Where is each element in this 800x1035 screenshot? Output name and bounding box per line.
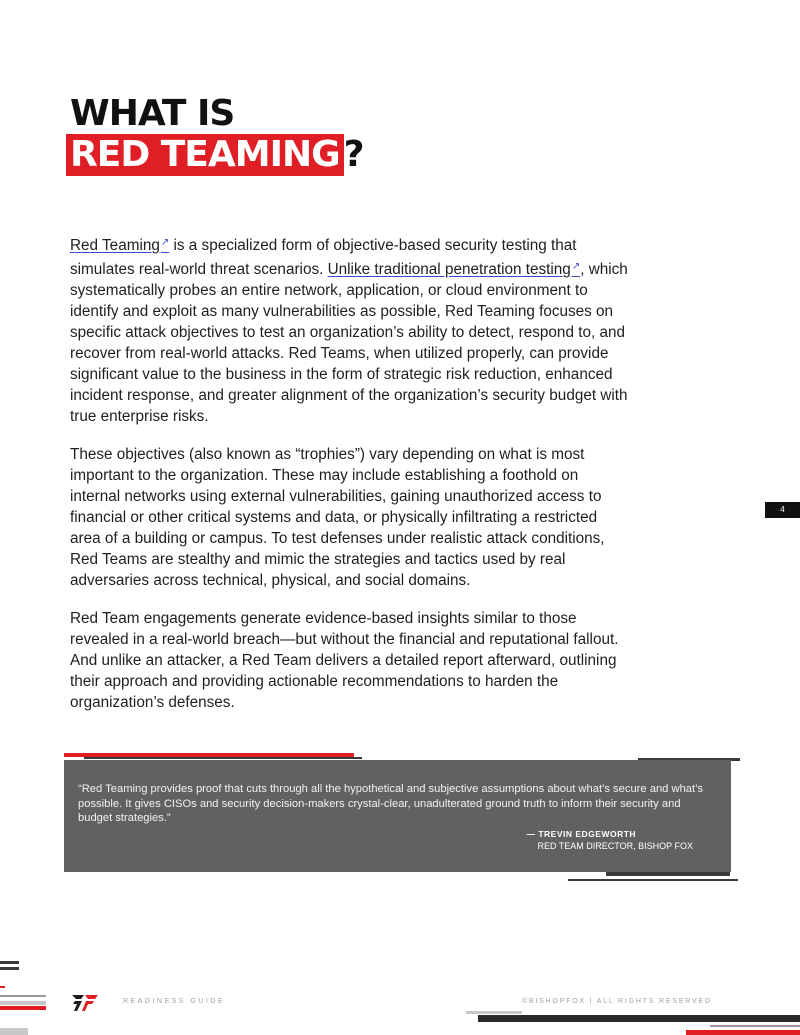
- decor-bar: [0, 967, 19, 970]
- title-line-1: WHAT IS: [70, 93, 235, 134]
- footer-guide-label: READINESS GUIDE: [123, 998, 226, 1005]
- decor-bar: [0, 986, 5, 988]
- title-highlight: RED TEAMING: [66, 134, 344, 176]
- paragraph-1-text-b: , which systematically probes an entire network, application, or cloud environment to identify and exploit as many vulnerabilities as possible, Red Teaming focuses on specific attack objectives to test an organization’s ability to detect, respond to, and recover from real-world attacks. Red Teams, when utilized properly, can provide significant value to the business in the form of strategic risk reduction, enhanced incident response, and greater alignment of the organization’s security budget with true enterprise risks.: [70, 261, 628, 425]
- paragraph-2: These objectives (also known as “trophies”) vary depending on what is most important to the organization. These may include establishing a foothold on internal networks using external vulnerabilities, gaining unauthorized access to financial or other critical systems and data, or physically infiltrating a restricted area of a building or campus. To test defenses under realistic attack conditions, Red Teams are stealthy and mimic the strategies and tactics used by real adversaries across technical, physical, and social domains.: [70, 446, 605, 589]
- quote-author: — TREVIN EDGEWORTH: [526, 829, 637, 839]
- decor-bar: [0, 1001, 46, 1005]
- external-link-icon: ↗: [571, 261, 581, 272]
- title-line-2: [70, 134, 364, 176]
- body-text: [70, 232, 630, 730]
- pentest-comparison-link[interactable]: Unlike traditional penetration testing↗: [327, 261, 581, 278]
- title-question-mark: ?: [343, 134, 364, 175]
- red-teaming-link[interactable]: Red Teaming↗: [70, 237, 170, 254]
- quote-attribution: [526, 828, 693, 852]
- decor-bar: [710, 1025, 800, 1027]
- decor-bar: [568, 879, 738, 881]
- page-title: [70, 94, 364, 176]
- decor-bar: [478, 1015, 800, 1022]
- quote-text: “Red Teaming provides proof that cuts through all the hypothetical and subjective assumptions about what’s secure and what’s possible. It gives CISOs and security decision-makers crystal-clear, unadulterated ground truth to inform their security and budget strategies.”: [78, 783, 704, 824]
- decor-bar: [0, 1006, 46, 1010]
- decor-bar: [466, 1011, 522, 1014]
- decor-bar: [0, 995, 46, 997]
- decor-bar: [0, 961, 19, 964]
- quote-author-role: RED TEAM DIRECTOR, BISHOP FOX: [537, 841, 693, 851]
- paragraph-1: [70, 232, 630, 427]
- pull-quote: [64, 760, 731, 872]
- footer-copyright: ©BISHOPFOX | ALL RIGHTS RESERVED: [522, 998, 712, 1005]
- decor-bar: [686, 1030, 800, 1035]
- decor-bar: [84, 757, 362, 759]
- page-number: 4: [765, 502, 800, 518]
- external-link-icon: ↗: [160, 237, 170, 248]
- decor-bar: [606, 872, 730, 876]
- bishop-fox-logo-icon: [72, 994, 98, 1012]
- paragraph-1-text-a: is a specialized form of objective-based security testing that simulates real-world threat scenarios.: [70, 237, 577, 278]
- decor-bar: [0, 1028, 28, 1035]
- paragraph-3: Red Team engagements generate evidence-based insights similar to those revealed in a real-world breach—but without the financial and reputational fallout. And unlike an attacker, a Red Team delivers a detailed report afterward, outlining their approach and providing actionable recommendations to harden the organization’s defenses.: [70, 610, 619, 711]
